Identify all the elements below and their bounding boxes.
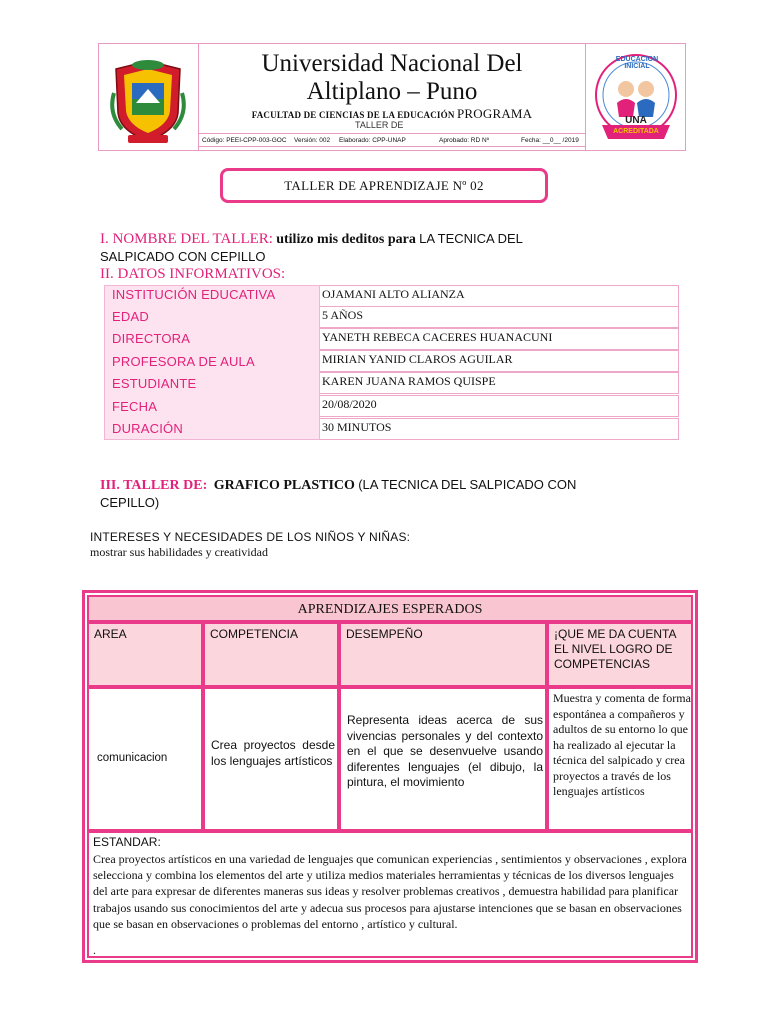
header-desempeno-cell [339, 622, 547, 687]
logo-left-cell [98, 43, 199, 151]
university-title-line1: Universidad Nacional Del [261, 50, 523, 77]
row-logro: Muestra y comenta de forma espontánea a compañeros y adultos de su entorno lo que ha realizado al ejecutar la técnica del salpicado y crea proyectos a través de los lenguajes artísticos [553, 691, 691, 798]
header-logro-cell [547, 622, 693, 687]
estandar-text: Crea proyectos artísticos en una variedad de lenguajes que comunican experiencias , sentimientos y observaciones , explora selecciona y combina los elementos del arte y utiliza medios materiales herramientas y técnicas de los diversos lenguajes del arte para expresar de diferentes maneras sus ideas y resolver problemas creativos , demuestra habilidad para planificar trabajos usando sus conocimientos del arte y adecua sus procesos para ajustarse intenciones que se basan en observaciones que se basan en observaciones o problemas del entorno , artístico y cultural. [93, 852, 687, 931]
header-competencia-cell [203, 622, 339, 687]
datos-value: 20/08/2020 [322, 397, 377, 411]
elaborado-text: Elaborado: CPP-UNAP [339, 137, 406, 144]
header-logro: ¡QUE ME DA CUENTA EL NIVEL LOGRO DE COMPETENCIAS [554, 627, 676, 671]
university-title-line2: Altiplano – Puno [306, 78, 478, 105]
section3-rest2: CEPILLO) [100, 495, 160, 510]
datos-label: PROFESORA DE AULA [112, 354, 255, 369]
section1-rest: LA TECNICA DEL [419, 231, 523, 246]
aprendizajes-title: APRENDIZAJES ESPERADOS [297, 602, 483, 617]
row-desempeno: Representa ideas acerca de sus vivencias personales y del contexto en el que se desenvuelve usando diferentes lenguajes (el dibujo, la pintura, el movimiento [347, 713, 543, 789]
taller-small-text: TALLER DE [355, 120, 404, 130]
estandar-label: ESTANDAR: [93, 835, 161, 849]
section3-bold: GRAFICO PLASTICO [213, 478, 355, 493]
section1-rest2: SALPICADO CON CEPILLO [100, 249, 266, 264]
header-area: AREA [94, 627, 127, 641]
estandar-dot: . [93, 943, 96, 957]
estandar-cell [87, 831, 693, 958]
faculty-text: FACULTAD DE CIENCIAS DE LA EDUCACIÓN [251, 110, 455, 120]
row-area-cell [87, 687, 203, 831]
header-desempeno: DESEMPEÑO [346, 627, 423, 641]
row-competencia-cell [203, 687, 339, 831]
datos-value: KAREN JUANA RAMOS QUISPE [322, 374, 496, 388]
seal-top-text: EDUCACION INICIAL [615, 56, 659, 70]
section3-rest: (LA TECNICA DEL SALPICADO CON [358, 477, 577, 492]
fecha-text: Fecha: __0__ /2019 [521, 137, 579, 144]
datos-label: FECHA [112, 399, 158, 414]
codigo-text: Código: PEEI-CPP-003-GOC [202, 137, 287, 144]
datos-label: ESTUDIANTE [112, 376, 197, 391]
section-taller-de [100, 476, 690, 511]
programa-text: PROGRAMA [456, 106, 533, 121]
aprobado-text: Aprobado: RD Nº [439, 137, 490, 144]
aprendizajes-title-cell [87, 595, 693, 622]
interests-value: mostrar sus habilidades y creatividad [90, 545, 268, 559]
header-competencia: COMPETENCIA [210, 627, 299, 641]
university-crest-icon [98, 43, 199, 151]
section1-bold: utilizo mis deditos para [276, 232, 416, 247]
seal-una-text: UNA [625, 115, 647, 126]
interests-label: INTERESES Y NECESIDADES DE LOS NIÑOS Y NIÑAS: [90, 530, 411, 544]
datos-value: 5 AÑOS [322, 308, 364, 322]
taller-title: TALLER DE APRENDIZAJE Nº 02 [284, 178, 484, 193]
section2-heading: II. DATOS INFORMATIVOS: [100, 266, 286, 282]
datos-value: YANETH REBECA CACERES HUANACUNI [322, 330, 553, 344]
section1-heading: I. NOMBRE DEL TALLER: [100, 231, 273, 247]
seal-acreditada-text: ACREDITADA [613, 128, 659, 135]
datos-label: DURACIÓN [112, 421, 183, 436]
section-nombre-taller [100, 230, 660, 265]
datos-value: 30 MINUTOS [322, 420, 392, 434]
datos-label: DIRECTORA [112, 331, 191, 346]
datos-value-cell [320, 306, 679, 328]
logo-right-cell [585, 43, 686, 151]
row-logro-cell [547, 687, 693, 831]
header-area-cell [87, 622, 203, 687]
document-code-row [199, 133, 585, 147]
datos-label: EDAD [112, 309, 149, 324]
aprendizajes-table [82, 590, 698, 963]
row-desempeno-cell [339, 687, 547, 831]
university-title [199, 50, 585, 106]
taller-title-box [220, 168, 548, 203]
section3-heading: III. TALLER DE: [100, 478, 208, 493]
datos-value: OJAMANI ALTO ALIANZA [322, 287, 465, 301]
version-text: Versión: 002 [294, 137, 331, 144]
row-competencia: Crea proyectos desde los lenguajes artísticos [211, 738, 335, 768]
datos-label: INSTITUCIÓN EDUCATIVA [112, 287, 276, 302]
row-area: comunicacion [97, 752, 168, 764]
datos-value: MIRIAN YANID CLAROS AGUILAR [322, 352, 513, 366]
